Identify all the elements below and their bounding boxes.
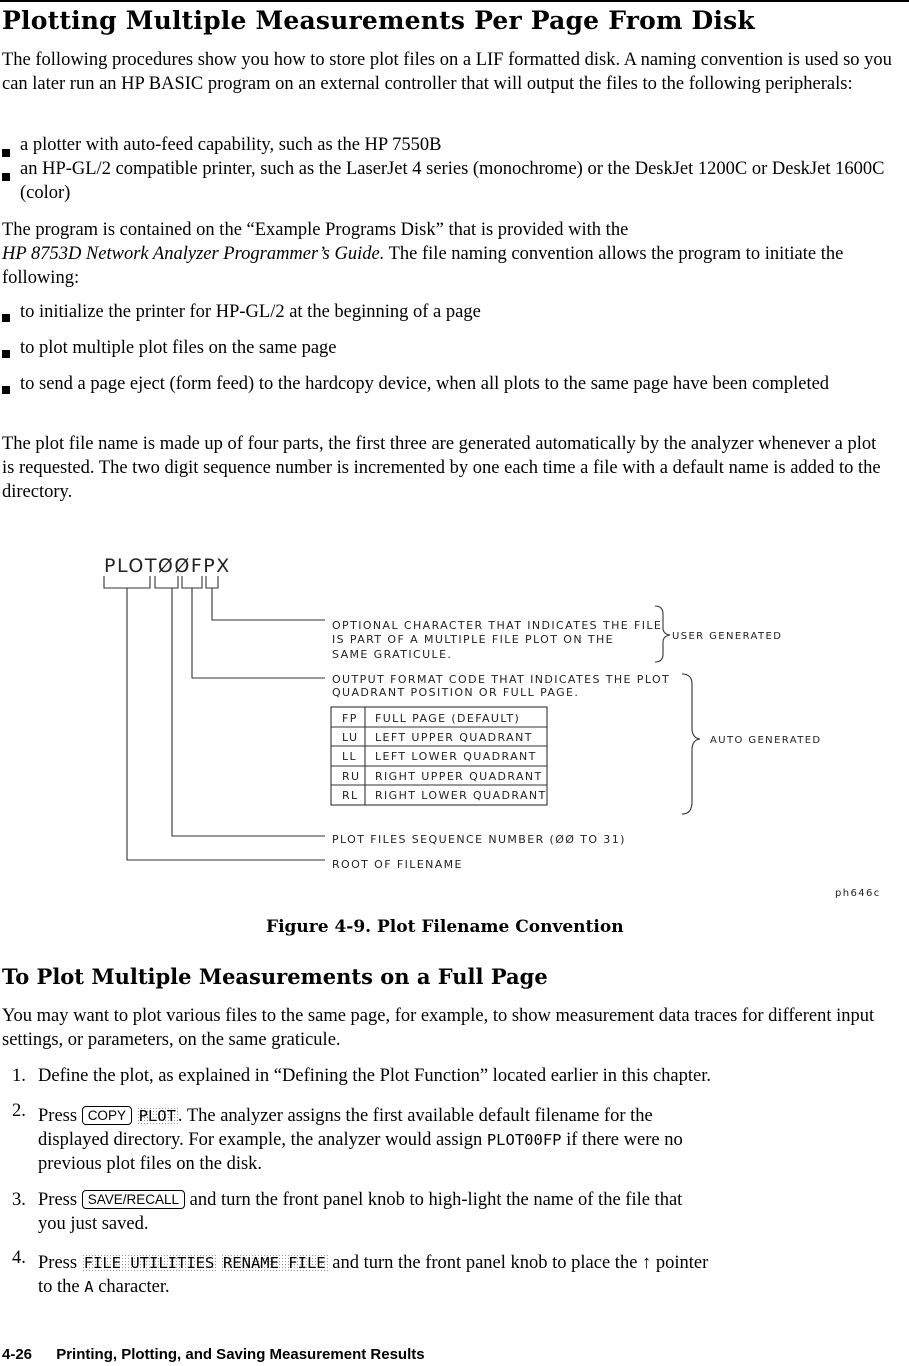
rename-file-softkey: RENAME FILE	[222, 1254, 326, 1272]
press-word: Press	[38, 1106, 78, 1126]
code-cell: RL	[342, 789, 359, 802]
code-desc-cell: RIGHT UPPER QUADRANT	[375, 770, 543, 783]
section-title: To Plot Multiple Measurements on a Full Page	[2, 964, 548, 989]
root-leader	[127, 588, 325, 860]
section-intro: You may want to plot various files to the same page, for example, to show measurement data traces for different input settings, or parameters, on the same graticule.	[2, 1006, 875, 1050]
figure-ref: ph646c	[835, 888, 881, 899]
list-item: to plot multiple plot files on the same page	[20, 338, 337, 358]
code-desc-cell: RIGHT LOWER QUADRANT	[375, 789, 547, 802]
plot-softkey: PLOT	[138, 1107, 176, 1125]
program-paragraph	[2, 218, 882, 290]
code-cell: FP	[342, 712, 358, 725]
code-desc-cell: LEFT UPPER QUADRANT	[375, 731, 533, 744]
step-3-line-2: you just saved.	[38, 1214, 149, 1234]
list-item: an HP-GL/2 compatible printer, such as the LaserJet 4 series (monochrome) or the DeskJet 1200C or DeskJet 1600C (color)	[20, 159, 885, 203]
step-text: Define the plot, as explained in “Defining the Plot Function” located earlier in this chapter.	[38, 1066, 711, 1086]
save-recall-key: SAVE/RECALL	[82, 1190, 185, 1209]
optional-char-line-2: IS PART OF A MULTIPLE FILE PLOT ON THE	[332, 633, 614, 646]
figure-diagram	[0, 540, 909, 910]
figure-filename: PLOTØØFPX	[104, 555, 231, 577]
press-word: Press	[38, 1253, 78, 1273]
code-cell: LU	[342, 731, 359, 744]
auto-generated-label: AUTO GENERATED	[710, 735, 822, 746]
program-text-1: The program is contained on the “Example Programs Disk” that is provided with the	[2, 220, 629, 240]
bullet-marker	[2, 350, 10, 358]
default-filename-code: PLOT00FP	[486, 1131, 562, 1149]
list-item: to send a page eject (form feed) to the hardcopy device, when all plots to the same page have been completed	[20, 374, 830, 394]
list-item: to initialize the printer for HP-GL/2 at the beginning of a page	[20, 302, 481, 322]
sequence-label: PLOT FILES SEQUENCE NUMBER (ØØ TO 31)	[332, 833, 626, 846]
bullet-marker	[2, 173, 10, 181]
list-item: a plotter with auto-feed capability, such as the HP 7550B	[20, 135, 442, 155]
step-2-line-2: displayed directory. For example, the analyzer would assign	[38, 1130, 483, 1150]
step-2-line-3: previous plot files on the disk.	[38, 1154, 263, 1174]
root-label: ROOT OF FILENAME	[332, 858, 463, 871]
root-bracket	[104, 576, 150, 588]
sequence-leader	[172, 588, 325, 836]
optional-char-line-1: OPTIONAL CHARACTER THAT INDICATES THE FILE	[332, 619, 663, 632]
step-4-text: and turn the front panel knob to place the ↑ pointer	[332, 1253, 709, 1273]
code-desc-cell: FULL PAGE (DEFAULT)	[375, 712, 521, 725]
intro-paragraph: The following procedures show you how to store plot files on a LIF formatted disk. A naming convention is used so you can later run an HP BASIC program on an external controller that will output the files to the following peripherals:	[2, 50, 892, 94]
sequence-bracket	[155, 576, 178, 588]
file-utilities-softkey: FILE UTILITIES	[83, 1254, 215, 1272]
output-format-line-1: OUTPUT FORMAT CODE THAT INDICATES THE PLOT	[332, 673, 671, 686]
optional-bracket	[206, 576, 218, 588]
user-generated-label: USER GENERATED	[672, 631, 783, 642]
step-text	[38, 1104, 908, 1176]
step-2-line-2-end: if there were no	[566, 1130, 683, 1150]
copy-key: COPY	[82, 1106, 132, 1125]
page-number: 4-26	[2, 1346, 33, 1363]
code-cell: LL	[342, 750, 358, 763]
step-3-text: and turn the front panel knob to high-light the name of the file that	[189, 1190, 683, 1210]
step-text	[38, 1251, 909, 1299]
press-word: Press	[38, 1190, 78, 1210]
bullet-marker	[2, 386, 10, 394]
figure-caption: Figure 4-9. Plot Filename Convention	[266, 917, 624, 937]
output-format-line-2: QUADRANT POSITION OR FULL PAGE.	[332, 686, 580, 699]
user-brace	[655, 606, 670, 662]
code-desc-cell: LEFT LOWER QUADRANT	[375, 750, 537, 763]
step-number: 2.	[12, 1101, 26, 1121]
character-code: A	[84, 1278, 94, 1296]
step-number: 4.	[12, 1248, 26, 1268]
step-number: 1.	[12, 1066, 26, 1086]
step-text	[38, 1188, 908, 1236]
bullet-marker	[2, 314, 10, 322]
filename-convention-figure	[0, 540, 909, 910]
bullet-marker	[2, 149, 10, 157]
page-footer	[2, 1346, 425, 1363]
optional-leader	[212, 588, 325, 620]
chapter-title: Printing, Plotting, and Saving Measurement Results	[56, 1346, 425, 1363]
format-bracket	[182, 576, 202, 588]
optional-char-line-3: SAME GRATICULE.	[332, 648, 453, 661]
step-4-line-2b: character.	[98, 1277, 170, 1297]
page-title: Plotting Multiple Measurements Per Page From Disk	[2, 6, 755, 35]
step-number: 3.	[12, 1190, 26, 1210]
step-4-line-2a: to the	[38, 1277, 80, 1297]
auto-brace	[682, 674, 700, 814]
step-2-text: . The analyzer assigns the first available default filename for the	[177, 1106, 653, 1126]
top-rule	[0, 0, 909, 2]
filename-paragraph: The plot file name is made up of four parts, the first three are generated automatically by the analyzer whenever a plot is requested. The two digit sequence number is incremented by one each time a file with a default name is added to the directory.	[2, 434, 881, 502]
code-cell: RU	[342, 770, 361, 783]
guide-title: HP 8753D Network Analyzer Programmer’s Guide.	[2, 244, 385, 264]
program-text-2: The file naming convention allows the program to initiate the following:	[2, 244, 844, 288]
